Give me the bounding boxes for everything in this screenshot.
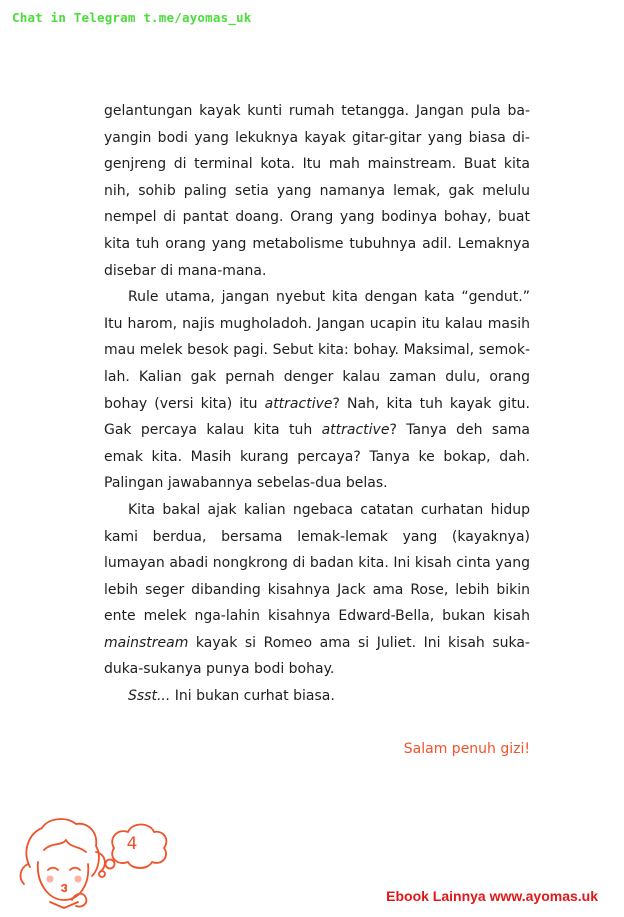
paragraph-2-emphasis-1: attractive	[264, 395, 333, 412]
paragraph-2-emphasis-2: attractive	[321, 422, 390, 439]
paragraph-3-part-a: Kita bakal ajak kalian ngebaca catatan curhatan hidup kami berdua, bersama lemak-lemak yang (kayaknya) lumayan abadi nongkrong di badan kita. Ini kisah cinta yang lebih seger dibanding kisahnya Jack ama Rose, lebih bikin ente melek nga-lahin kisahnya Edward-Bella, bukan kisah	[104, 501, 530, 625]
paragraph-1: gelantungan kayak kunti rumah tetangga. Jangan pula ba-yangin bodi yang lekuknya kayak gitar-gitar yang biasa di-genjreng di terminal kota. Itu mah mainstream. Buat kita nih, sohib paling setia yang namanya lemak, gak melulu nempel di pantat doang. Orang yang bodinya bohay, buat kita tuh orang yang metabolisme tubuhnya adil. Lemaknya disebar di mana-mana.	[104, 103, 530, 279]
paragraph-3-emphasis: mainstream	[104, 634, 189, 651]
paragraph-4	[104, 683, 530, 710]
page-number: 4	[126, 834, 138, 854]
body-text	[104, 98, 530, 710]
telegram-watermark: Chat in Telegram t.me/ayomas_uk	[12, 10, 252, 25]
paragraph-2	[104, 284, 530, 497]
ebook-watermark: Ebook Lainnya www.ayomas.uk	[386, 888, 598, 904]
paragraph-2-part-a: Rule utama, jangan nyebut kita dengan kata “gendut.” Itu harom, najis mugholadoh. Jangan ucapin itu kalau masih mau melek besok pagi. Sebut kita: bohay. Maksimal, semok-lah. Kalian gak pernah denger kalau zaman dulu, orang bohay (versi kita) itu	[104, 289, 530, 412]
girl-thinking-illustration	[10, 812, 190, 912]
paragraph-3	[104, 497, 530, 683]
paragraph-2-part-c: ? Tanya deh sama emak kita. Masih kurang percaya? Tanya ke bokap, dah. Palingan jawabannya sebelas-dua belas.	[104, 422, 530, 492]
paragraph-4-part-b: Ini bukan curhat biasa.	[170, 688, 335, 705]
signoff: Salam penuh gizi!	[403, 741, 530, 757]
paragraph-4-emphasis: Ssst...	[128, 688, 171, 705]
paragraph-2-part-b: ? Nah, kita tuh kayak gitu. Gak percaya kalau kita tuh	[104, 395, 531, 439]
paragraph-3-part-b: kayak si Romeo ama si Juliet. Ini kisah suka-duka-sukanya punya bodi bohay.	[104, 634, 530, 678]
